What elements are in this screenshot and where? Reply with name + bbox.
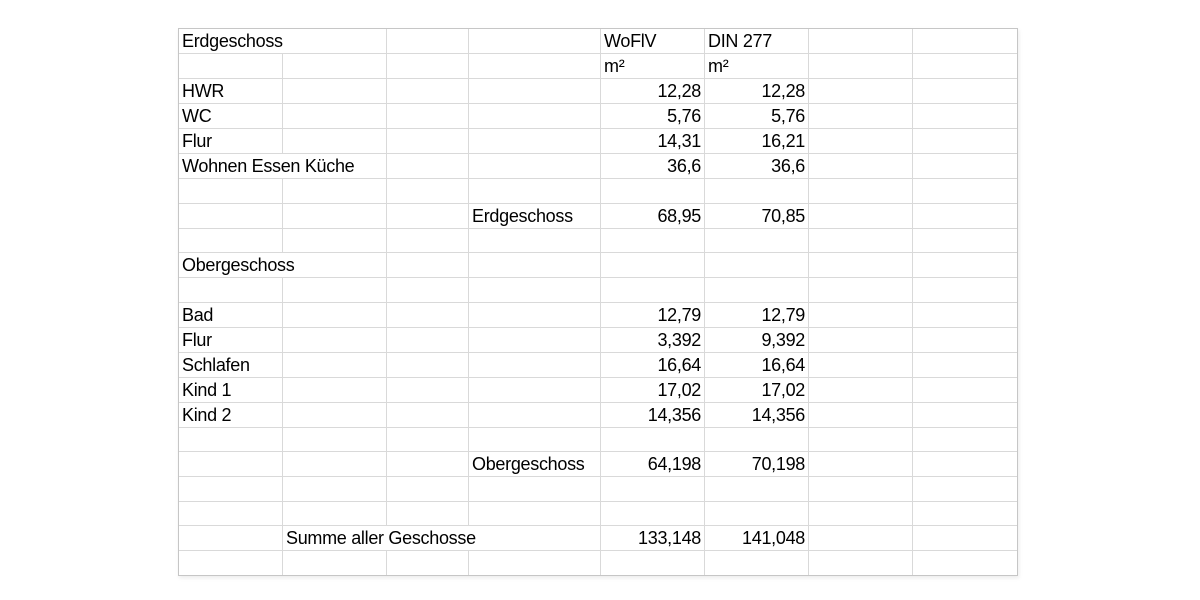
empty-cell[interactable] xyxy=(179,228,283,253)
empty-cell[interactable] xyxy=(469,129,601,154)
empty-cell[interactable] xyxy=(179,526,283,551)
table-row xyxy=(179,526,1018,551)
empty-cell[interactable] xyxy=(469,402,601,427)
empty-cell[interactable] xyxy=(809,79,913,104)
table-row xyxy=(179,79,1018,104)
empty-cell[interactable] xyxy=(469,302,601,327)
empty-cell[interactable] xyxy=(283,203,387,228)
empty-cell[interactable] xyxy=(913,352,1018,377)
table-row xyxy=(179,352,1018,377)
label-cell[interactable]: m² xyxy=(705,54,809,79)
label-cell[interactable]: Erdgeschoss xyxy=(469,203,601,228)
empty-cell[interactable] xyxy=(913,228,1018,253)
empty-cell[interactable] xyxy=(283,402,387,427)
empty-cell[interactable] xyxy=(387,302,469,327)
empty-cell[interactable] xyxy=(387,402,469,427)
empty-cell[interactable] xyxy=(705,477,809,502)
empty-cell[interactable] xyxy=(179,203,283,228)
empty-cell[interactable] xyxy=(913,526,1018,551)
empty-cell[interactable] xyxy=(469,377,601,402)
value-cell[interactable]: 70,85 xyxy=(705,203,809,228)
table-row xyxy=(179,477,1018,502)
empty-cell[interactable] xyxy=(469,253,601,278)
empty-cell[interactable] xyxy=(469,551,601,576)
empty-cell[interactable] xyxy=(809,501,913,526)
empty-cell[interactable] xyxy=(387,79,469,104)
value-cell[interactable]: 14,356 xyxy=(601,402,705,427)
empty-cell[interactable] xyxy=(809,526,913,551)
empty-cell[interactable] xyxy=(913,203,1018,228)
empty-cell[interactable] xyxy=(387,377,469,402)
empty-cell[interactable] xyxy=(179,452,283,477)
empty-cell[interactable] xyxy=(913,253,1018,278)
value-cell[interactable]: 16,21 xyxy=(705,129,809,154)
empty-cell[interactable] xyxy=(809,179,913,204)
empty-cell[interactable] xyxy=(283,228,387,253)
value-cell[interactable]: 12,79 xyxy=(601,302,705,327)
empty-cell[interactable] xyxy=(283,452,387,477)
empty-cell[interactable] xyxy=(705,427,809,452)
table-row xyxy=(179,154,1018,179)
value-cell[interactable]: 14,356 xyxy=(705,402,809,427)
value-cell[interactable]: 5,76 xyxy=(601,104,705,129)
value-cell[interactable]: 17,02 xyxy=(601,377,705,402)
empty-cell[interactable] xyxy=(601,179,705,204)
spreadsheet-body xyxy=(179,29,1018,576)
empty-cell[interactable] xyxy=(809,253,913,278)
empty-cell[interactable] xyxy=(705,551,809,576)
empty-cell[interactable] xyxy=(283,79,387,104)
empty-cell[interactable] xyxy=(469,352,601,377)
empty-cell[interactable] xyxy=(283,501,387,526)
empty-cell[interactable] xyxy=(601,228,705,253)
value-cell[interactable]: 14,31 xyxy=(601,129,705,154)
empty-cell[interactable] xyxy=(601,253,705,278)
empty-cell[interactable] xyxy=(387,501,469,526)
empty-cell[interactable] xyxy=(913,179,1018,204)
empty-cell[interactable] xyxy=(705,278,809,303)
empty-cell[interactable] xyxy=(913,302,1018,327)
empty-cell[interactable] xyxy=(913,79,1018,104)
empty-cell[interactable] xyxy=(387,104,469,129)
empty-cell[interactable] xyxy=(469,29,601,54)
empty-cell[interactable] xyxy=(809,278,913,303)
value-cell[interactable]: 133,148 xyxy=(601,526,705,551)
empty-cell[interactable] xyxy=(809,327,913,352)
empty-cell[interactable] xyxy=(469,501,601,526)
value-cell[interactable]: 64,198 xyxy=(601,452,705,477)
empty-cell[interactable] xyxy=(469,327,601,352)
value-cell[interactable]: 141,048 xyxy=(705,526,809,551)
label-cell[interactable]: Obergeschoss xyxy=(179,253,387,278)
empty-cell[interactable] xyxy=(283,327,387,352)
table-row xyxy=(179,377,1018,402)
empty-cell[interactable] xyxy=(387,228,469,253)
label-cell[interactable]: Schlafen xyxy=(179,352,283,377)
empty-cell[interactable] xyxy=(387,452,469,477)
empty-cell[interactable] xyxy=(387,203,469,228)
empty-cell[interactable] xyxy=(705,179,809,204)
empty-cell[interactable] xyxy=(179,551,283,576)
empty-cell[interactable] xyxy=(705,253,809,278)
empty-cell[interactable] xyxy=(601,477,705,502)
empty-cell[interactable] xyxy=(387,179,469,204)
empty-cell[interactable] xyxy=(913,501,1018,526)
empty-cell[interactable] xyxy=(913,54,1018,79)
empty-cell[interactable] xyxy=(387,352,469,377)
value-cell[interactable]: 17,02 xyxy=(705,377,809,402)
table-row xyxy=(179,452,1018,477)
table-row xyxy=(179,327,1018,352)
empty-cell[interactable] xyxy=(179,427,283,452)
empty-cell[interactable] xyxy=(283,179,387,204)
label-cell[interactable]: Kind 1 xyxy=(179,377,283,402)
table-row xyxy=(179,129,1018,154)
empty-cell[interactable] xyxy=(809,228,913,253)
empty-cell[interactable] xyxy=(387,327,469,352)
table-row xyxy=(179,501,1018,526)
area-spreadsheet-table xyxy=(178,28,1018,576)
value-cell[interactable]: 5,76 xyxy=(705,104,809,129)
empty-cell[interactable] xyxy=(809,129,913,154)
table-row xyxy=(179,179,1018,204)
empty-cell[interactable] xyxy=(469,54,601,79)
empty-cell[interactable] xyxy=(809,302,913,327)
table-row xyxy=(179,551,1018,576)
empty-cell[interactable] xyxy=(809,54,913,79)
label-cell[interactable]: DIN 277 xyxy=(705,29,809,54)
empty-cell[interactable] xyxy=(913,104,1018,129)
empty-cell[interactable] xyxy=(469,79,601,104)
label-cell[interactable]: Wohnen Essen Küche xyxy=(179,154,387,179)
empty-cell[interactable] xyxy=(913,551,1018,576)
label-cell[interactable]: WoFlV xyxy=(601,29,705,54)
empty-cell[interactable] xyxy=(469,154,601,179)
empty-cell[interactable] xyxy=(809,551,913,576)
empty-cell[interactable] xyxy=(913,377,1018,402)
label-cell[interactable]: WC xyxy=(179,104,283,129)
empty-cell[interactable] xyxy=(913,154,1018,179)
empty-cell[interactable] xyxy=(913,129,1018,154)
label-cell[interactable]: Erdgeschoss xyxy=(179,29,387,54)
table-row xyxy=(179,278,1018,303)
empty-cell[interactable] xyxy=(387,154,469,179)
empty-cell[interactable] xyxy=(469,427,601,452)
empty-cell[interactable] xyxy=(809,427,913,452)
empty-cell[interactable] xyxy=(387,551,469,576)
value-cell[interactable]: 36,6 xyxy=(601,154,705,179)
empty-cell[interactable] xyxy=(913,402,1018,427)
value-cell[interactable]: 16,64 xyxy=(601,352,705,377)
table-row xyxy=(179,253,1018,278)
value-cell[interactable]: 36,6 xyxy=(705,154,809,179)
empty-cell[interactable] xyxy=(601,551,705,576)
empty-cell[interactable] xyxy=(179,54,283,79)
empty-cell[interactable] xyxy=(809,477,913,502)
empty-cell[interactable] xyxy=(469,278,601,303)
empty-cell[interactable] xyxy=(283,377,387,402)
empty-cell[interactable] xyxy=(283,551,387,576)
label-cell[interactable]: Flur xyxy=(179,129,283,154)
empty-cell[interactable] xyxy=(469,477,601,502)
value-cell[interactable]: 70,198 xyxy=(705,452,809,477)
empty-cell[interactable] xyxy=(387,129,469,154)
table-row xyxy=(179,203,1018,228)
empty-cell[interactable] xyxy=(283,54,387,79)
empty-cell[interactable] xyxy=(809,452,913,477)
empty-cell[interactable] xyxy=(179,501,283,526)
empty-cell[interactable] xyxy=(809,29,913,54)
empty-cell[interactable] xyxy=(913,477,1018,502)
value-cell[interactable]: 16,64 xyxy=(705,352,809,377)
empty-cell[interactable] xyxy=(809,104,913,129)
label-cell[interactable]: Obergeschoss xyxy=(469,452,601,477)
empty-cell[interactable] xyxy=(809,377,913,402)
empty-cell[interactable] xyxy=(809,402,913,427)
empty-cell[interactable] xyxy=(913,452,1018,477)
label-cell[interactable]: Kind 2 xyxy=(179,402,283,427)
empty-cell[interactable] xyxy=(283,104,387,129)
empty-cell[interactable] xyxy=(387,54,469,79)
empty-cell[interactable] xyxy=(705,228,809,253)
empty-cell[interactable] xyxy=(913,278,1018,303)
table-row xyxy=(179,427,1018,452)
empty-cell[interactable] xyxy=(283,302,387,327)
empty-cell[interactable] xyxy=(283,477,387,502)
value-cell[interactable]: 68,95 xyxy=(601,203,705,228)
value-cell[interactable]: 12,28 xyxy=(705,79,809,104)
empty-cell[interactable] xyxy=(809,154,913,179)
label-cell[interactable]: m² xyxy=(601,54,705,79)
empty-cell[interactable] xyxy=(387,477,469,502)
empty-cell[interactable] xyxy=(387,253,469,278)
label-cell[interactable]: Flur xyxy=(179,327,283,352)
table-row xyxy=(179,104,1018,129)
empty-cell[interactable] xyxy=(387,29,469,54)
value-cell[interactable]: 9,392 xyxy=(705,327,809,352)
table-row xyxy=(179,228,1018,253)
table-row xyxy=(179,302,1018,327)
empty-cell[interactable] xyxy=(809,203,913,228)
value-cell[interactable]: 3,392 xyxy=(601,327,705,352)
empty-cell[interactable] xyxy=(469,228,601,253)
empty-cell[interactable] xyxy=(283,352,387,377)
empty-cell[interactable] xyxy=(283,427,387,452)
empty-cell[interactable] xyxy=(913,327,1018,352)
label-cell[interactable]: HWR xyxy=(179,79,283,104)
value-cell[interactable]: 12,79 xyxy=(705,302,809,327)
value-cell[interactable]: 12,28 xyxy=(601,79,705,104)
empty-cell[interactable] xyxy=(283,129,387,154)
empty-cell[interactable] xyxy=(601,427,705,452)
table-row xyxy=(179,402,1018,427)
empty-cell[interactable] xyxy=(705,501,809,526)
empty-cell[interactable] xyxy=(913,427,1018,452)
empty-cell[interactable] xyxy=(913,29,1018,54)
label-cell[interactable]: Bad xyxy=(179,302,283,327)
empty-cell[interactable] xyxy=(601,501,705,526)
empty-cell[interactable] xyxy=(469,179,601,204)
empty-cell[interactable] xyxy=(179,179,283,204)
empty-cell[interactable] xyxy=(387,278,469,303)
empty-cell[interactable] xyxy=(283,278,387,303)
empty-cell[interactable] xyxy=(601,278,705,303)
table-row xyxy=(179,29,1018,54)
label-cell[interactable]: Summe aller Geschosse xyxy=(283,526,601,551)
empty-cell[interactable] xyxy=(469,104,601,129)
empty-cell[interactable] xyxy=(179,278,283,303)
table-row xyxy=(179,54,1018,79)
empty-cell[interactable] xyxy=(179,477,283,502)
empty-cell[interactable] xyxy=(809,352,913,377)
empty-cell[interactable] xyxy=(387,427,469,452)
